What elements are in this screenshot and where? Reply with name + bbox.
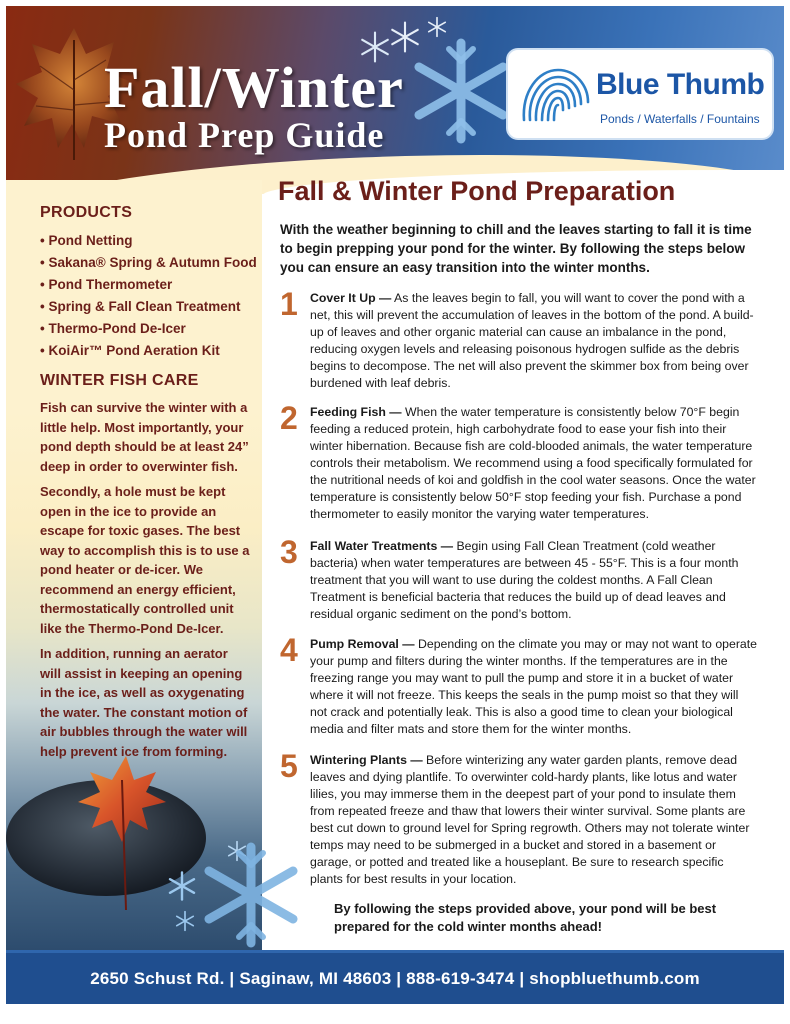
product-item: • Spring & Fall Clean Treatment <box>40 296 257 318</box>
intro-paragraph: With the weather beginning to chill and the leaves starting to fall it is time to begin prepping your pond for the winter. By following the steps below you can ensure an easy transition into the winter months. <box>280 222 752 275</box>
step-number: 3 <box>280 534 298 570</box>
products-list <box>40 230 257 362</box>
step-number: 4 <box>280 632 298 668</box>
snowflake-icon <box>426 16 448 38</box>
step-5 <box>280 748 758 888</box>
brand-tagline: Ponds / Waterfalls / Fountains <box>600 112 760 126</box>
step-2 <box>280 400 758 523</box>
fish-care-paragraph: Secondly, a hole must be kept open in the ice to provide an escape for toxic gases. The best way to accomplish this is to use a pond heater or de-icer. We recommend an energy efficient, thermostatically controlled unit like the Thermo-Pond De-Icer. <box>40 484 250 636</box>
fish-care-heading: WINTER FISH CARE <box>40 372 199 389</box>
step-description: Depending on the climate you may or may not want to operate your pump and filters during the winter months. If the temperatures are in the freezing range you may want to pull the pump and store it in a bucket of water where it will not freeze. This keeps the seals in the pump moist so that they will not crack and potentially leak. This is also a good time to clean your biological media and filter mats and store them for the winter months. <box>310 637 758 736</box>
product-item: • Sakana® Spring & Autumn Food <box>40 252 257 274</box>
step-number: 1 <box>280 286 298 322</box>
step-text <box>310 636 758 738</box>
products-heading: PRODUCTS <box>40 204 133 221</box>
step-title: Fall Water Treatments — <box>310 539 454 553</box>
step-number: 2 <box>280 400 298 436</box>
step-text <box>310 752 758 888</box>
footer-bar <box>6 950 784 1004</box>
guide-title: Fall/Winter <box>104 55 404 120</box>
step-title: Pump Removal — <box>310 637 415 651</box>
step-description: Before winterizing any water garden plants, remove dead leaves and dying plantlife. To overwinter cold-hardy plants, like lotus and water lilies, you may immerse them in the deepest part of your pond to insulate them from repeated freeze and thaw that lowers their winter survival. Some plants are best cut down to ground level for Spring regrowth. Others may not tolerate winter temps may need to be submerged in a bucket and stored in a basement or garage, or potted and treated like a houseplant. Be sure to research specific plants for best results in your location. <box>310 753 750 886</box>
snowflake-icon <box>166 870 198 902</box>
step-title: Feeding Fish — <box>310 405 402 419</box>
step-text <box>310 404 758 523</box>
step-description: Begin using Fall Clean Treatment (cold weather bacteria) when water temperatures are between 45 - 55°F. This is a four month treatment that you will want to use during the coldest months. A Fall Clean Treatment is beneficial bacteria that reduces the build up of dead leaves and residual organic sediment on the pond’s bottom. <box>310 539 739 621</box>
header-banner <box>6 6 784 194</box>
product-item: • Pond Netting <box>40 230 257 252</box>
product-item: • Thermo-Pond De-Icer <box>40 318 257 340</box>
step-description: As the leaves begin to fall, you will want to cover the pond with a net, this will prevent the accumulation of leaves in the bottom of the pond. A build-up of leaves and other organic material can cause an imbalance in the pond, reducing oxygen levels and releasing poisonous hydrogen sulfide as the debris begins to decompose. The net will also prevent the skimmer box from being over burdened with leaf debris. <box>310 291 754 390</box>
page-title: Fall & Winter Pond Preparation <box>278 176 676 206</box>
step-1 <box>280 286 758 392</box>
step-text <box>310 290 758 392</box>
product-item: • Pond Thermometer <box>40 274 257 296</box>
footer-contact[interactable]: 2650 Schust Rd. | Saginaw, MI 48603 | 888-619-3474 | shopbluethumb.com <box>90 968 700 988</box>
step-text <box>310 538 758 623</box>
step-description: When the water temperature is consistently below 70°F begin feeding a reduced protein, high carbohydrate food to ease your fish into their winter hibernation. Because fish are cold-blooded animals, the water temperature controls their metabolism. We recommend using a food specifically formulated for the nutritional needs of koi and goldfish in the cool water seasons. Once the water temperature is consistently below 50°F stop feeding your fish. Purchase a pond thermometer to easily monitor the varying water temperatures. <box>310 405 756 521</box>
brand-name: Blue Thumb <box>596 68 765 101</box>
step-number: 5 <box>280 748 298 784</box>
product-item: • KoiAir™ Pond Aeration Kit <box>40 340 257 362</box>
large-snowflake-icon <box>406 36 516 146</box>
page-margin <box>6 1004 784 1018</box>
brand-logo[interactable] <box>506 48 774 140</box>
guide-subtitle: Pond Prep Guide <box>104 115 385 155</box>
step-3 <box>280 534 758 623</box>
closing-statement: By following the steps provided above, your pond will be best prepared for the cold winter months ahead! <box>334 901 717 934</box>
fingerprint-logo-icon <box>518 62 592 126</box>
step-title: Cover It Up — <box>310 291 392 305</box>
step-title: Wintering Plants — <box>310 753 423 767</box>
fish-care-paragraph: Fish can survive the winter with a little help. Most importantly, your pond depth should be at least 24” deep in order to overwinter fish. <box>40 400 249 474</box>
step-4 <box>280 632 758 738</box>
snowflake-icon <box>174 910 196 932</box>
sidebar <box>6 180 262 950</box>
fish-care-paragraph: In addition, running an aerator will assist in keeping an opening in the ice, as well as oxygenating the water. The constant motion of air bubbles through the water will help prevent ice from forming. <box>40 646 248 759</box>
